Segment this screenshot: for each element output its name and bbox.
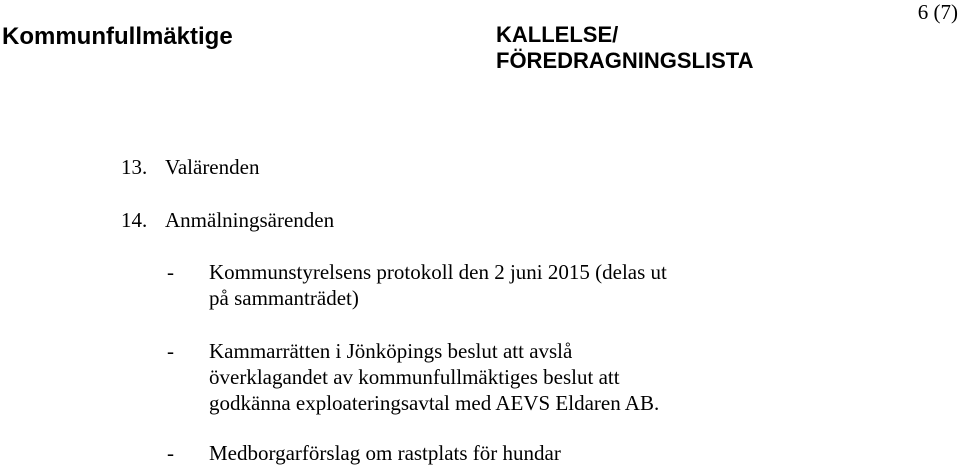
list-item-text: Medborgarförslag om rastplats för hundar	[209, 441, 561, 465]
section-title: Valärenden	[165, 155, 260, 179]
list-item	[167, 440, 561, 466]
list-item-text: Kommunstyrelsens protokoll den 2 juni 2015 (delas ut på sammanträdet)	[209, 260, 667, 310]
organization-title: Kommunfullmäktige	[2, 23, 233, 50]
list-item-text: Kammarrätten i Jönköpings beslut att avslå överklagandet av kommunfullmäktiges beslut att godkänna exploateringsavtal med AEVS Eldaren AB.	[209, 339, 660, 415]
document-type-line-2: FÖREDRAGNINGSLISTA	[496, 48, 754, 73]
document-type-line-1: KALLELSE/	[496, 22, 619, 47]
section-14-heading	[121, 207, 334, 233]
section-13-heading	[121, 154, 259, 180]
page-number: 6 (7)	[917, 0, 958, 24]
list-item	[167, 338, 659, 416]
list-item	[167, 259, 667, 311]
section-number: 14.	[121, 208, 148, 232]
list-bullet: -	[167, 441, 174, 465]
section-number: 13.	[121, 155, 148, 179]
list-bullet: -	[167, 339, 174, 363]
list-bullet: -	[167, 260, 174, 284]
section-title: Anmälningsärenden	[165, 208, 335, 232]
document-type	[496, 22, 753, 74]
